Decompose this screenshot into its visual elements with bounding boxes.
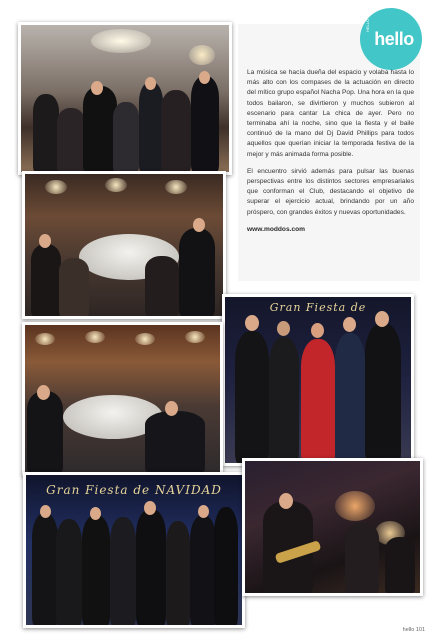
page-number: hello 101 [402,627,425,633]
banner-text: Gran Fiesta de [269,301,367,314]
article-paragraph-1: La música se hacía dueña del espacio y volaba hasta lo más alto con los compases de la actuación en directo del mítico grupo español Nacha Pop. Una hora en la que todos bailaron, se divirtieron y muchos subieron al escenario para cantar La chica de ayer. Pero no terminaba ahí la noche, sino que la fiesta y el baile continuó de la mano del Dj David Phillips para todos aquellos que querían iniciar la temporada festiva de la mejor y más animada forma posible. [247,69,414,158]
banner-navidad: Gran Fiesta de NAVIDAD [46,483,222,497]
hello-logo [360,8,422,70]
photo-group-stage [222,294,414,466]
hello-logo-side-text: HELLO [365,18,370,32]
article-url[interactable]: www.moddos.com [247,225,306,233]
photo-band-performance [242,458,423,596]
photo-ballroom [22,322,223,476]
photo-guests-mingling [18,22,232,175]
article-text [247,68,414,242]
article-paragraph-2: El encuentro sirvió además para pulsar las buenas perspectivas entre los distintos sectores empresariales que conforman el Club, destacando el objetivo de superar el ejercicio actual, brindando por un año próspero, con grandes éxitos y nuevas oportunidades. [247,167,414,216]
photo-group-navidad [23,472,245,628]
photo-dinner-tables [22,171,226,319]
hello-logo-text: hello [374,28,414,49]
